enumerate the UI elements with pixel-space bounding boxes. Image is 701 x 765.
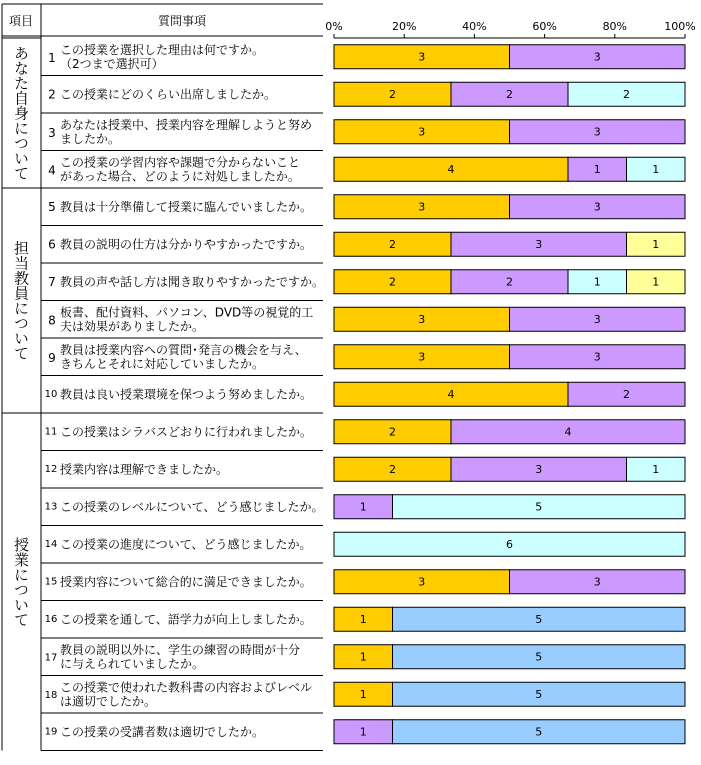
question-row — [41, 236, 323, 263]
bar-value-label: 1 — [593, 275, 601, 289]
question-number: 11 — [44, 426, 58, 438]
bar-value-label: 5 — [535, 687, 543, 701]
question-text: この授業を通して、語学力が向上しましたか。 — [60, 612, 312, 627]
question-text: は適切でしたか。 — [60, 694, 157, 709]
question-number: 3 — [48, 125, 56, 140]
question-row — [41, 386, 323, 413]
header-item: 項目 — [8, 14, 34, 28]
question-text: 教員の説明以外に、学生の練習の時間が十分 — [60, 642, 301, 657]
bar-value-label: 3 — [593, 575, 601, 589]
question-row — [41, 274, 324, 301]
section-layer — [2, 38, 41, 627]
question-row — [41, 304, 323, 338]
question-number: 8 — [48, 313, 56, 328]
question-row — [41, 154, 323, 188]
question-text: この授業はシラバスどおりに行われましたか。 — [60, 424, 313, 439]
section-label: あなた自身について — [12, 45, 30, 181]
bar-area — [334, 45, 685, 744]
header-question: 質問事項 — [157, 14, 207, 28]
bar-value-label: 3 — [593, 50, 601, 64]
question-text: 夫は効果がありましたか。 — [60, 319, 205, 334]
bar-value-label: 4 — [447, 387, 455, 401]
bar-value-label: 3 — [418, 125, 426, 139]
question-text: 教員の説明の仕方は分かりやすかったですか。 — [60, 237, 313, 252]
bar-value-label: 3 — [535, 237, 543, 251]
bar-value-label: 2 — [623, 87, 630, 101]
question-number: 10 — [44, 388, 58, 400]
bar-value-label: 1 — [652, 237, 660, 251]
bar-value-label: 5 — [535, 612, 543, 626]
question-text: この授業を選択した理由は何ですか。 — [60, 42, 265, 57]
bar-value-label: 1 — [652, 162, 660, 176]
bar-value-label: 1 — [359, 612, 367, 626]
bar-value-label: 2 — [506, 87, 513, 101]
question-row — [41, 424, 323, 451]
x-tick-label: 60% — [532, 20, 557, 33]
bar-value-label: 2 — [389, 87, 396, 101]
question-row — [41, 342, 323, 376]
bar-value-label: 2 — [389, 237, 396, 251]
bar-value-label: 1 — [593, 162, 601, 176]
question-text: ましたか。 — [60, 131, 121, 146]
x-tick-label: 20% — [391, 20, 417, 33]
question-row — [41, 574, 323, 601]
question-row — [41, 42, 323, 76]
section-label: 担当教員について — [12, 240, 30, 361]
question-number: 5 — [48, 199, 56, 214]
bar-value-label: 6 — [506, 537, 513, 551]
question-text: 教員は良い授業環境を保つよう努めましたか。 — [60, 387, 313, 402]
question-text: があった場合、どのように対処しましたか。 — [60, 169, 300, 184]
bar-value-label: 3 — [418, 575, 426, 589]
question-number: 17 — [44, 652, 58, 664]
bar-value-label: 2 — [506, 275, 513, 289]
bar-value-label: 1 — [359, 725, 367, 739]
question-row — [41, 199, 323, 226]
bar-value-label: 2 — [389, 425, 396, 439]
question-text: この授業で使われた教科書の内容およびレベル — [60, 680, 313, 695]
question-text: 教員は十分準備して授業に臨んでいましたか。 — [60, 199, 313, 214]
bar-value-label: 3 — [593, 312, 601, 326]
section-label: 授業について — [12, 536, 30, 627]
question-text: 教員の声や話し方は聞き取りやすかったですか。 — [60, 274, 325, 289]
question-text: （2つまで選択可） — [60, 56, 164, 71]
question-number: 12 — [44, 463, 58, 475]
question-row — [41, 642, 323, 676]
question-text: この授業の受講者数は適切でしたか。 — [60, 724, 265, 739]
question-rows — [2, 4, 324, 751]
bar-value-label: 1 — [359, 650, 367, 664]
question-text: この授業の進度について、どう感じましたか。 — [60, 537, 312, 552]
bar-value-label: 3 — [418, 50, 426, 64]
bar-value-label: 1 — [652, 462, 660, 476]
question-number: 19 — [44, 726, 58, 738]
bar-value-label: 1 — [359, 500, 367, 514]
question-number: 2 — [48, 87, 56, 102]
bar-value-label: 4 — [447, 162, 455, 176]
question-text: この授業の学習内容や課題で分からないこと — [60, 155, 301, 170]
question-number: 13 — [44, 501, 58, 513]
question-text: 板書、配付資料、パソコン、DVD等の視覚的工 — [60, 305, 314, 320]
question-text: 授業内容は理解できましたか。 — [60, 462, 229, 477]
bar-value-label: 1 — [359, 687, 367, 701]
question-row — [41, 117, 323, 151]
bar-value-label: 4 — [564, 425, 572, 439]
question-row — [41, 461, 323, 488]
question-number: 4 — [48, 163, 56, 178]
bar-value-label: 3 — [593, 350, 601, 364]
question-row — [41, 611, 323, 638]
bar-value-label: 3 — [535, 462, 543, 476]
question-number: 9 — [48, 350, 56, 365]
question-number: 18 — [44, 689, 58, 701]
question-text: 授業内容について総合的に満足できましたか。 — [60, 574, 312, 589]
question-text: きちんとそれに対応していましたか。 — [60, 356, 265, 371]
bar-value-label: 5 — [535, 725, 543, 739]
bar-value-label: 3 — [593, 200, 601, 214]
question-row — [41, 724, 323, 751]
x-tick-label: 80% — [602, 20, 628, 33]
bar-value-label: 3 — [418, 312, 426, 326]
bar-value-label: 5 — [535, 650, 543, 664]
question-text: 教員は授業内容への質問･発言の機会を与え、 — [60, 342, 307, 357]
question-row — [41, 86, 323, 113]
question-number: 16 — [44, 613, 58, 625]
x-axis — [325, 20, 695, 38]
question-row — [41, 679, 323, 713]
bar-value-label: 2 — [389, 462, 396, 476]
question-number: 6 — [48, 237, 56, 252]
x-tick-label: 100% — [664, 20, 696, 33]
bar-value-label: 3 — [418, 350, 426, 364]
question-number: 7 — [48, 274, 56, 289]
bar-value-label: 5 — [535, 500, 543, 514]
question-row — [41, 536, 323, 563]
question-text: に与えられていましたか。 — [60, 656, 205, 671]
question-text: あなたは授業中、授業内容を理解しようと努め — [60, 117, 313, 132]
question-number: 1 — [48, 50, 56, 65]
question-number: 14 — [44, 538, 58, 550]
bar-value-label: 2 — [389, 275, 396, 289]
question-text: この授業のレベルについて、どう感じましたか。 — [60, 499, 324, 514]
bar-value-label: 3 — [418, 200, 426, 214]
question-number: 15 — [44, 576, 58, 588]
x-tick-label: 0% — [325, 20, 343, 33]
bar-value-label: 2 — [623, 387, 630, 401]
bar-value-label: 3 — [593, 125, 601, 139]
bar-value-label: 1 — [652, 275, 660, 289]
question-text: この授業にどのくらい出席しましたか。 — [60, 87, 277, 102]
x-tick-label: 40% — [462, 20, 487, 33]
question-row — [41, 499, 324, 526]
